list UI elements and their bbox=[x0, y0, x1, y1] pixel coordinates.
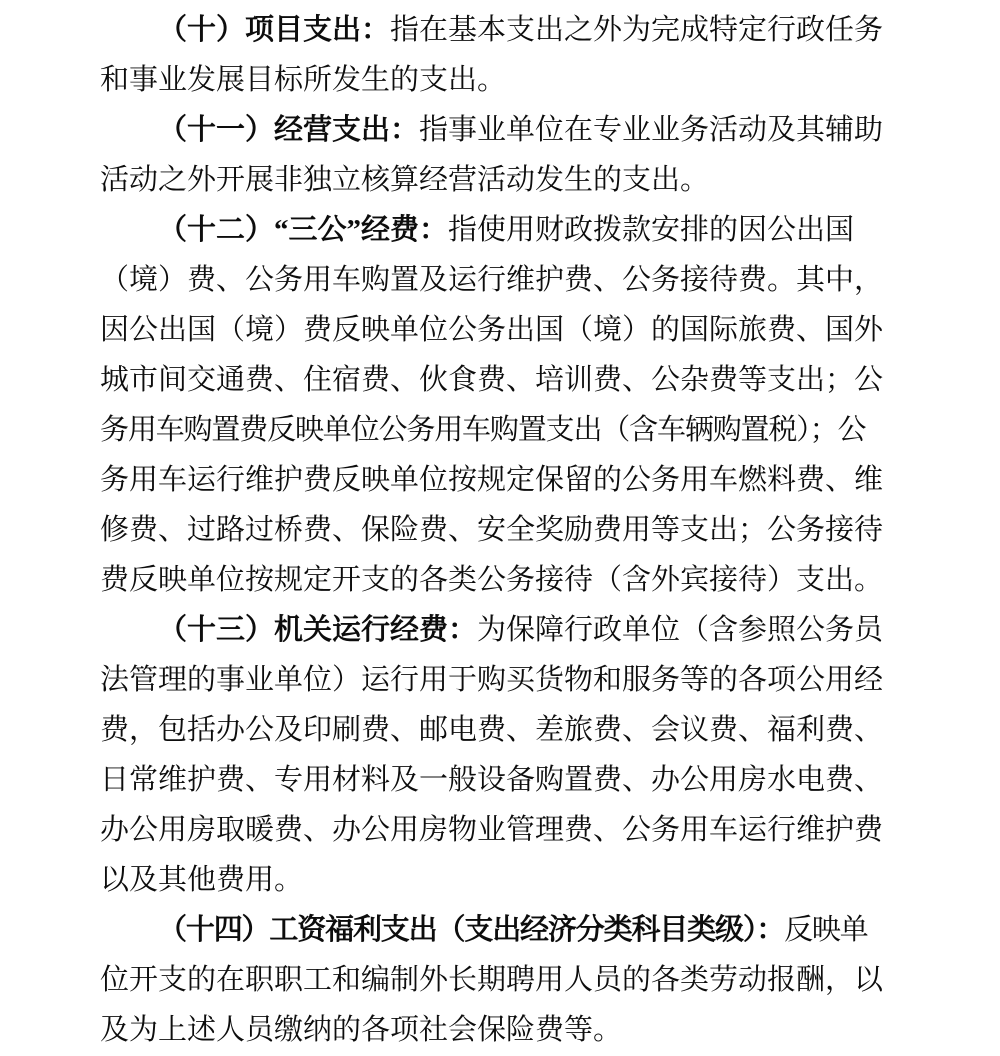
term-label: （十）项目支出： bbox=[158, 14, 391, 46]
term-definition: 反映单 bbox=[784, 914, 868, 946]
term-definition: 为保障行政单位（含参照公务员 bbox=[477, 614, 884, 646]
paragraph-14-salary-welfare-expenditure bbox=[100, 905, 1000, 1055]
text-line: 因公出国（境）费反映单位公务出国（境）的国际旅费、国外 bbox=[100, 314, 884, 346]
term-label: （十四）工资福利支出（支出经济分类科目类级）： bbox=[158, 914, 785, 946]
text-line: 位开支的在职职工和编制外长期聘用人员的各类劳动报酬，以 bbox=[100, 964, 884, 996]
text-line: 和事业发展目标所发生的支出。 bbox=[100, 64, 507, 96]
text-line: 办公用房取暖费、办公用房物业管理费、公务用车运行维护费 bbox=[100, 814, 884, 846]
term-definition: 指在基本支出之外为完成特定行政任务 bbox=[390, 14, 884, 46]
term-definition: 指事业单位在专业业务活动及其辅助 bbox=[419, 114, 884, 146]
text-line: 及为上述人员缴纳的各项社会保险费等。 bbox=[100, 1014, 623, 1046]
term-definition: 指使用财政拨款安排的因公出国 bbox=[448, 214, 855, 246]
paragraph-12-three-public-funds bbox=[100, 205, 1000, 605]
text-line: 法管理的事业单位）运行用于购买货物和服务等的各项公用经 bbox=[100, 664, 884, 696]
text-line: 城市间交通费、住宿费、伙食费、培训费、公杂费等支出；公 bbox=[100, 364, 884, 396]
text-line: 修费、过路过桥费、保险费、安全奖励费用等支出；公务接待 bbox=[100, 514, 884, 546]
term-label: （十二）“三公”经费： bbox=[158, 214, 449, 246]
text-line: 务用车购置费反映单位公务用车购置支出（含车辆购置税）；公 bbox=[100, 414, 866, 446]
text-line: （境）费、公务用车购置及运行维护费、公务接待费。其中， bbox=[100, 264, 884, 296]
text-line bbox=[100, 605, 1000, 655]
paragraph-10-project-expenditure bbox=[100, 5, 1000, 105]
term-label: （十一）经营支出： bbox=[158, 114, 420, 146]
text-line: 费反映单位按规定开支的各类公务接待（含外宾接待）支出。 bbox=[100, 564, 884, 596]
text-line bbox=[100, 905, 1000, 955]
text-line: 以及其他费用。 bbox=[100, 864, 304, 896]
text-line: 务用车运行维护费反映单位按规定保留的公务用车燃料费、维 bbox=[100, 464, 884, 496]
paragraph-11-operating-expenditure bbox=[100, 105, 1000, 205]
text-line: 活动之外开展非独立核算经营活动发生的支出。 bbox=[100, 164, 710, 196]
text-line bbox=[100, 5, 1000, 55]
text-line bbox=[100, 205, 1000, 255]
term-label: （十三）机关运行经费： bbox=[158, 614, 478, 646]
text-line: 费，包括办公及印刷费、邮电费、差旅费、会议费、福利费、 bbox=[100, 714, 884, 746]
text-line bbox=[100, 105, 1000, 155]
paragraph-13-agency-operating-funds bbox=[100, 605, 1000, 905]
text-line: 日常维护费、专用材料及一般设备购置费、办公用房水电费、 bbox=[100, 764, 884, 796]
